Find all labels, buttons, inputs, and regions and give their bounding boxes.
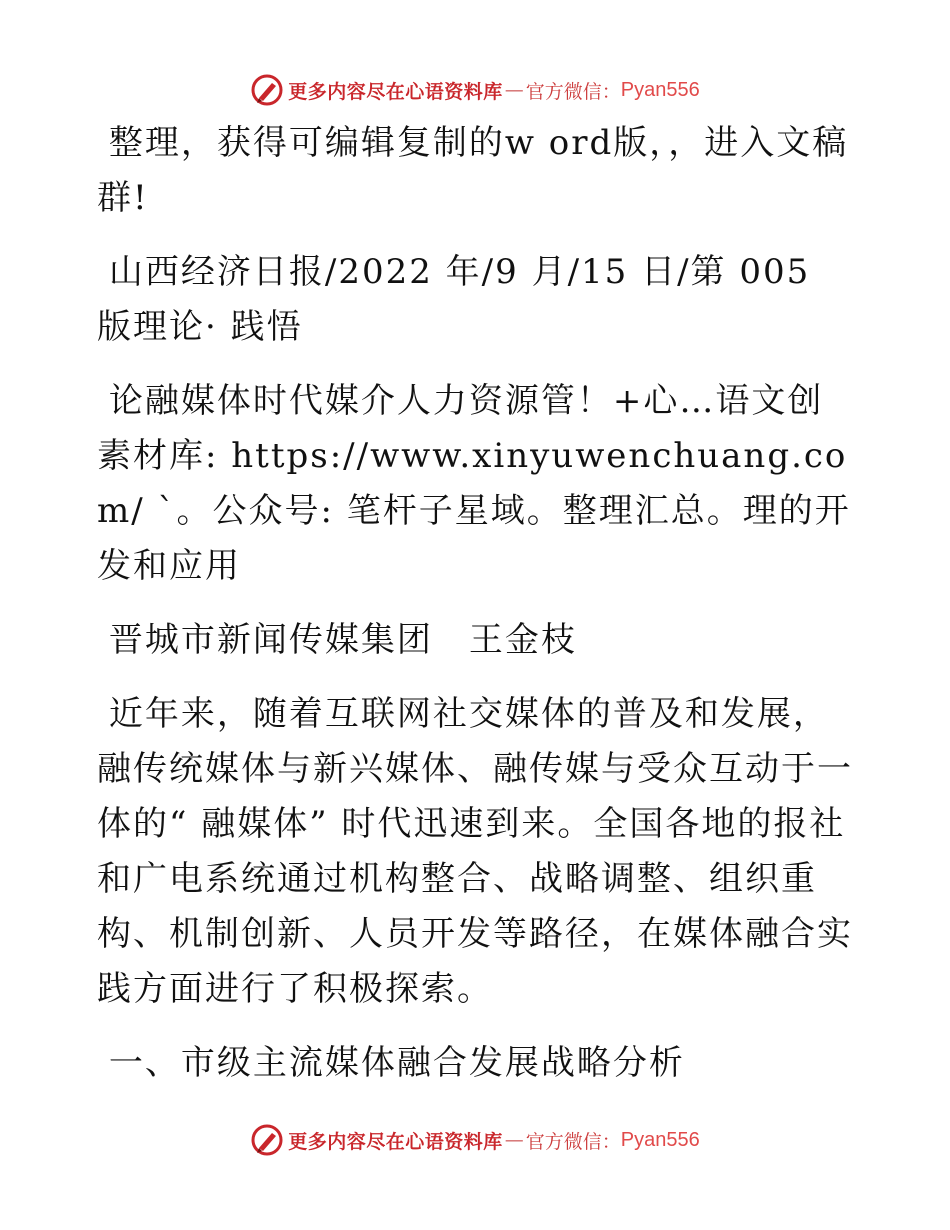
pen-logo-icon (250, 73, 284, 107)
banner-dash: — (504, 79, 524, 101)
banner-wechat-id: Pyan556 (620, 78, 700, 101)
banner-site-name: 更多内容尽在心语资料库 (288, 1130, 503, 1153)
banner-wechat-id: Pyan556 (620, 1128, 700, 1151)
section-heading: 一、市级主流媒体融合发展战略分析 (108, 1043, 685, 1083)
header-banner (0, 70, 950, 110)
banner-wechat-label: 官方微信： (525, 1130, 621, 1153)
pen-logo-icon (250, 1123, 284, 1157)
paragraph-source: 山西经济日报/2022 年/9 月/15 日/第 005 版理论· 践悟 (97, 252, 811, 347)
banner-dash: — (504, 1129, 524, 1151)
footer-banner (0, 1120, 950, 1160)
paragraph-author: 晋城市新闻传媒集团 王金枝 (108, 620, 577, 660)
paragraph-title: 论融媒体时代媒介人力资源管！+心…语文创素材库: https://www.xinyuwenchuang.com/ `。公众号: 笔杆子星域。整理汇总。理的开发和应用 (97, 381, 851, 586)
document-body (97, 116, 857, 1110)
banner-site-name: 更多内容尽在心语资料库 (288, 80, 503, 103)
banner-wechat-label: 官方微信： (525, 80, 621, 103)
paragraph-body: 近年来，随着互联网社交媒体的普及和发展，融传统媒体与新兴媒体、融传媒与受众互动于一体的“ 融媒体” 时代迅速到来。全国各地的报社和广电系统通过机构整合、战略调整、组织重构、机制创新、人员开发等路径，在媒体融合实践方面进行了积极探索。 (97, 694, 853, 1009)
paragraph-intro: 整理，获得可编辑复制的w ord版，，进入文稿群! (97, 123, 849, 218)
